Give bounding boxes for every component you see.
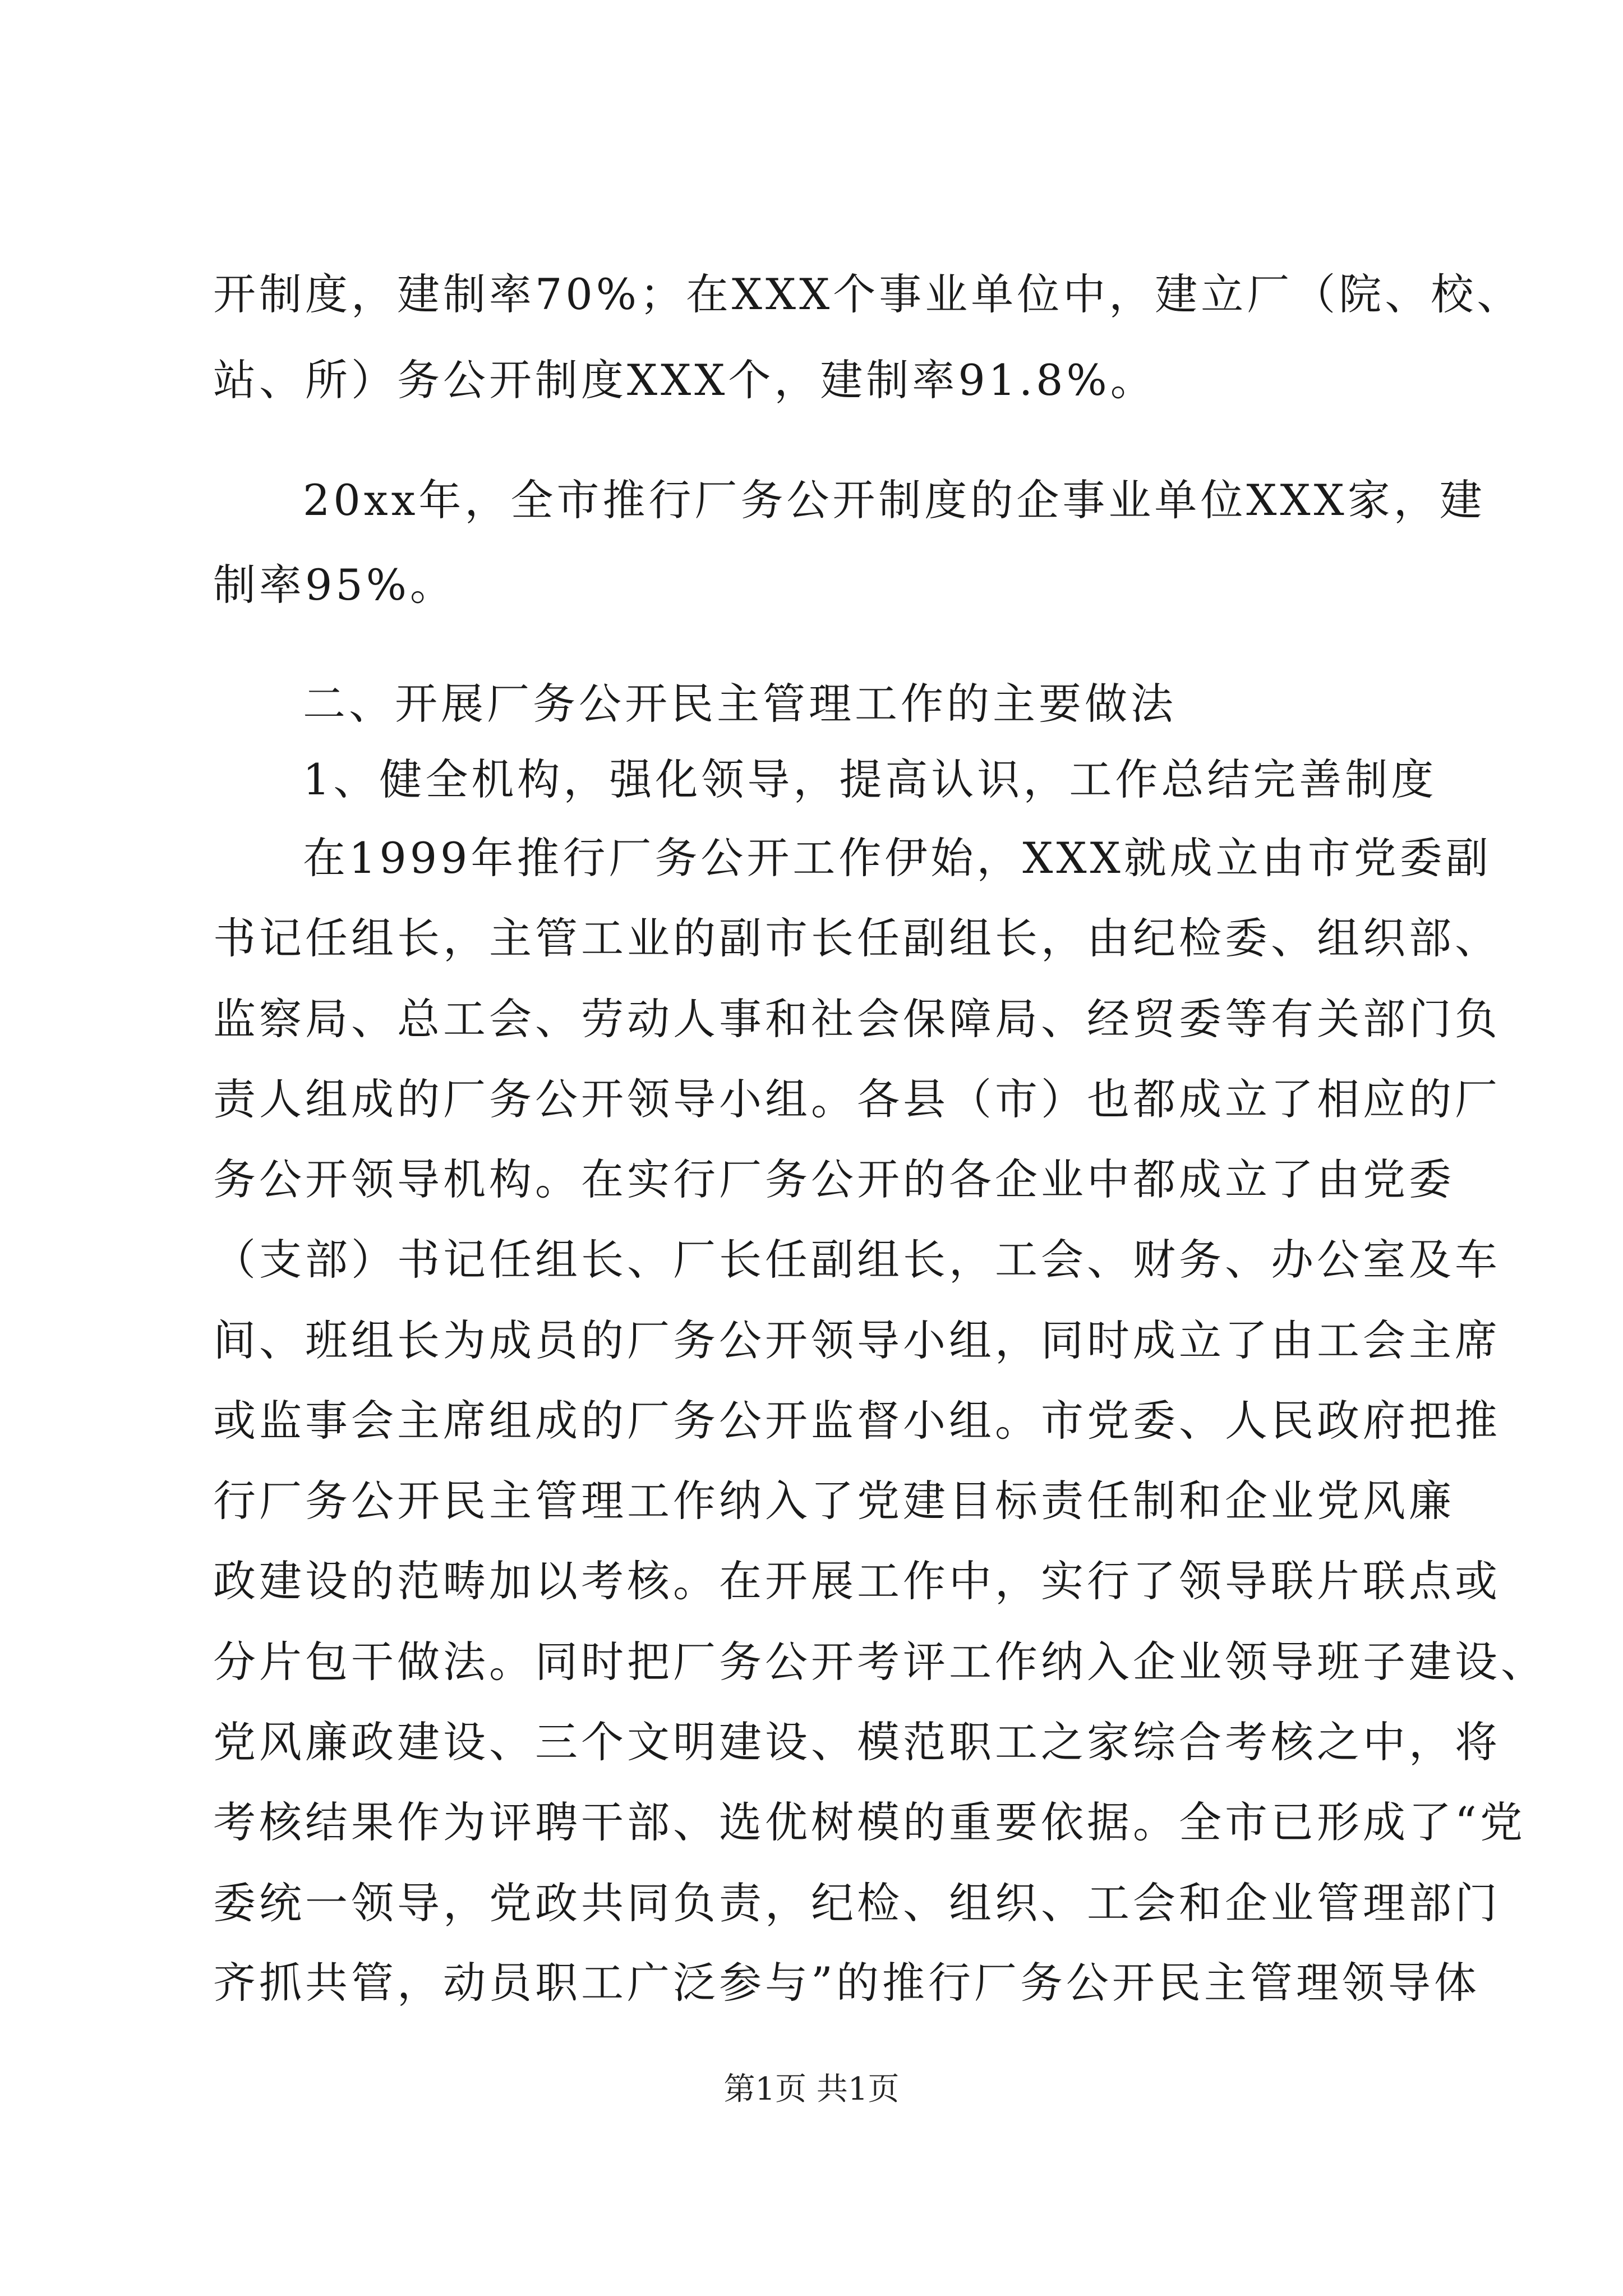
- line-text: 在1999年推行厂务公开工作伊始，XXX就成立由市党委副: [303, 833, 1492, 883]
- line-text: 党风廉政建设、三个文明建设、模范职工之家综合考核之中，将: [213, 1717, 1501, 1767]
- text-line: [0, 1700, 1623, 1784]
- heading-text: 二、开展厂务公开民主管理工作的主要做法: [303, 679, 1177, 729]
- line-text: 间、班组长为成员的厂务公开领导小组，同时成立了由工会主席: [213, 1315, 1501, 1365]
- text-line: [0, 543, 1623, 627]
- text-line: [0, 1539, 1623, 1623]
- line-text: 监察局、总工会、劳动人事和社会保障局、经贸委等有关部门负: [213, 994, 1501, 1044]
- line-text: 站、所）务公开制度XXX个，建制率91.8%。: [213, 355, 1156, 405]
- line-text: （支部）书记任组长、厂长任副组长，工会、财务、办公室及车: [213, 1235, 1501, 1285]
- line-text: 务公开领导机构。在实行厂务公开的各企业中都成立了由党委: [213, 1154, 1455, 1204]
- section-heading: [0, 662, 1623, 746]
- subsection-heading: [0, 738, 1623, 822]
- text-line: [0, 1057, 1623, 1142]
- line-text: 委统一领导，党政共同负责，纪检、组织、工会和企业管理部门: [213, 1878, 1501, 1928]
- text-line: [0, 1780, 1623, 1865]
- text-line: [0, 977, 1623, 1061]
- text-line: [0, 816, 1623, 900]
- text-line: [0, 458, 1623, 542]
- text-line: [0, 1459, 1623, 1543]
- line-text: 制率95%。: [213, 560, 456, 610]
- text-line: [0, 1941, 1623, 2025]
- line-text: 书记任组长，主管工业的副市长任副组长，由纪检委、组织部、: [213, 913, 1501, 963]
- page-footer: 第1页 共1页: [723, 2071, 900, 2108]
- line-text: 分片包干做法。同时把厂务公开考评工作纳入企业领导班子建设、: [213, 1637, 1547, 1687]
- line-text: 开制度，建制率70%；在XXX个事业单位中，建立厂（院、校、: [213, 269, 1523, 319]
- line-text: 齐抓共管，动员职工广泛参与”的推行厂务公开民主管理领导体: [213, 1958, 1480, 2008]
- text-line: [0, 1861, 1623, 1945]
- text-line: [0, 1218, 1623, 1302]
- text-line: [0, 896, 1623, 981]
- text-line: [0, 1379, 1623, 1463]
- text-line: [0, 1138, 1623, 1222]
- subheading-text: 1、健全机构，强化领导，提高认识，工作总结完善制度: [303, 754, 1437, 804]
- line-text: 20xx年，全市推行厂务公开制度的企事业单位XXX家，建: [303, 475, 1486, 525]
- text-line: [0, 1620, 1623, 1704]
- line-text: 考核结果作为评聘干部、选优树模的重要依据。全市已形成了“党: [213, 1797, 1526, 1847]
- line-text: 行厂务公开民主管理工作纳入了党建目标责任制和企业党风廉: [213, 1476, 1455, 1526]
- line-text: 政建设的范畴加以考核。在开展工作中，实行了领导联片联点或: [213, 1556, 1501, 1606]
- text-line: [0, 252, 1623, 337]
- line-text: 或监事会主席组成的厂务公开监督小组。市党委、人民政府把推: [213, 1396, 1501, 1446]
- text-line: [0, 338, 1623, 422]
- line-text: 责人组成的厂务公开领导小组。各县（市）也都成立了相应的厂: [213, 1074, 1501, 1124]
- text-line: [0, 1299, 1623, 1383]
